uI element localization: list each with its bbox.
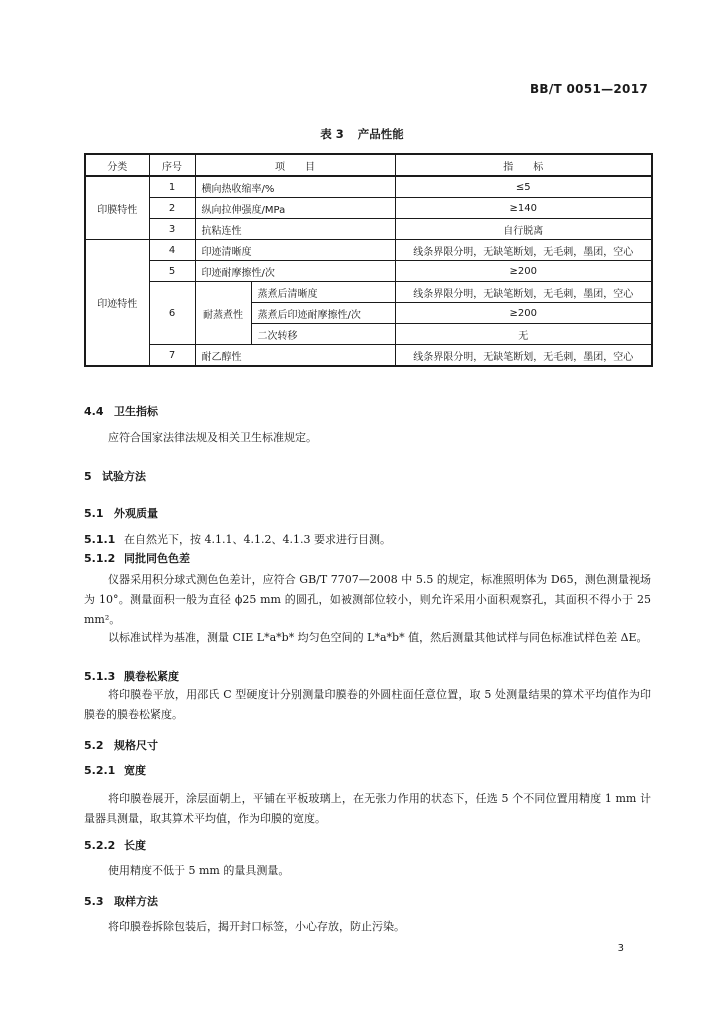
table-row	[85, 176, 652, 198]
section-title: 膜卷松紧度	[124, 670, 179, 683]
table-row	[85, 345, 652, 367]
row-spec: 线条界限分明，无缺笔断划，无毛刺，墨团，空心	[395, 282, 652, 303]
sub-category-cooking-resistance: 耐蒸煮性	[195, 282, 251, 345]
table-caption-number: 表 3	[320, 127, 344, 141]
row-spec: 无	[395, 324, 652, 345]
row-item: 抗粘连性	[195, 219, 395, 240]
section-number: 5.1.1	[84, 533, 116, 546]
section-number: 4.4	[84, 405, 104, 418]
table-row	[85, 198, 652, 219]
category-film-properties: 印膜特性	[85, 176, 149, 240]
row-number: 1	[149, 176, 195, 198]
section-5-2-heading	[84, 737, 158, 753]
section-title: 外观质量	[114, 507, 158, 520]
section-text: 在自然光下，按 4.1.1、4.1.2、4.1.3 要求进行目测。	[124, 533, 391, 546]
standard-code: BB/T 0051—2017	[529, 82, 648, 96]
section-5-1-3-heading	[84, 668, 179, 684]
row-spec: 线条界限分明，无缺笔断划，无毛刺，墨团，空心	[395, 240, 652, 261]
row-spec: ≥200	[395, 261, 652, 282]
section-5-1-2-paragraph-1: 仪器采用积分球式测色色差计，应符合 GB/T 7707—2008 中 5.5 的规定，标准照明体为 D65，测色测量视场为 10°。测量面积一般为直径 ϕ25 mm 的圆孔，如被测部位较小，则允许采用小面积观察孔，其面积不得小于 25 mm²。	[84, 573, 651, 626]
table-caption-title: 产品性能	[357, 127, 404, 141]
row-number: 3	[149, 219, 195, 240]
page-number: 3	[617, 943, 624, 954]
section-5-2-2-text: 使用精度不低于 5 mm 的量具测量。	[108, 864, 290, 877]
section-title: 试验方法	[102, 470, 146, 483]
section-5-3-heading	[84, 893, 158, 909]
row-number: 2	[149, 198, 195, 219]
header-spec: 指 标	[395, 154, 652, 176]
row-item: 纵向拉伸强度/MPa	[195, 198, 395, 219]
row-number: 7	[149, 345, 195, 367]
header-item: 项 目	[195, 154, 395, 176]
section-4-4-text: 应符合国家法律法规及相关卫生标准规定。	[108, 431, 317, 444]
section-5-heading	[84, 468, 146, 484]
section-number: 5.1.3	[84, 670, 116, 683]
section-title: 宽度	[124, 764, 146, 777]
row-item: 印迹清晰度	[195, 240, 395, 261]
row-spec: ≥200	[395, 303, 652, 324]
section-title: 长度	[124, 839, 146, 852]
section-5-2-1-text: 将印膜卷展开，涂层面朝上，平铺在平板玻璃上，在无张力作用的状态下，任选 5 个不同位置用精度 1 mm 计量器具测量，取其算术平均值，作为印膜的宽度。	[84, 792, 651, 825]
category-print-properties: 印迹特性	[85, 240, 149, 367]
row-spec: 自行脱离	[395, 219, 652, 240]
section-5-3-text: 将印膜卷拆除包装后，揭开封口标签，小心存放，防止污染。	[108, 920, 405, 933]
row-number: 4	[149, 240, 195, 261]
section-5-1-1	[84, 531, 391, 547]
table-row	[85, 240, 652, 261]
section-5-1-heading	[84, 505, 158, 521]
row-item: 耐乙醇性	[195, 345, 395, 367]
section-number: 5.2	[84, 739, 104, 752]
section-number: 5.1.2	[84, 552, 116, 565]
section-5-1-3-text: 将印膜卷平放，用邵氏 C 型硬度计分别测量印膜卷的外圆柱面任意位置，取 5 处测量结果的算术平均值作为印膜卷的膜卷松紧度。	[84, 688, 651, 721]
header-number: 序号	[149, 154, 195, 176]
section-title: 取样方法	[114, 895, 158, 908]
table-row	[85, 261, 652, 282]
section-title: 规格尺寸	[114, 739, 158, 752]
header-category: 分类	[85, 154, 149, 176]
row-number: 6	[149, 282, 195, 345]
row-item: 蒸煮后清晰度	[251, 282, 395, 303]
section-5-2-2-heading	[84, 837, 146, 853]
section-title: 同批同色色差	[124, 552, 190, 565]
row-item: 横向热收缩率/%	[195, 176, 395, 198]
table-row	[85, 282, 652, 303]
row-spec: ≤5	[395, 176, 652, 198]
table-row	[85, 219, 652, 240]
section-number: 5.1	[84, 507, 104, 520]
section-number: 5.2.2	[84, 839, 116, 852]
row-item: 二次转移	[251, 324, 395, 345]
section-number: 5.3	[84, 895, 104, 908]
section-number: 5	[84, 470, 92, 483]
section-4-4-heading	[84, 403, 158, 419]
section-5-2-1-heading	[84, 762, 146, 778]
section-5-1-2-heading	[84, 550, 190, 566]
section-title: 卫生指标	[114, 405, 158, 418]
row-spec: ≥140	[395, 198, 652, 219]
row-item: 印迹耐摩擦性/次	[195, 261, 395, 282]
product-performance-table	[84, 153, 653, 367]
table-header-row	[85, 154, 652, 176]
row-item: 蒸煮后印迹耐摩擦性/次	[251, 303, 395, 324]
row-spec: 线条界限分明，无缺笔断划，无毛刺，墨团，空心	[395, 345, 652, 367]
section-5-1-2-paragraph-2: 以标准试样为基准，测量 CIE L*a*b* 均匀色空间的 L*a*b* 值，然后测量其他试样与同色标准试样色差 ΔE。	[108, 631, 648, 644]
section-number: 5.2.1	[84, 764, 116, 777]
table-caption	[0, 126, 724, 142]
row-number: 5	[149, 261, 195, 282]
